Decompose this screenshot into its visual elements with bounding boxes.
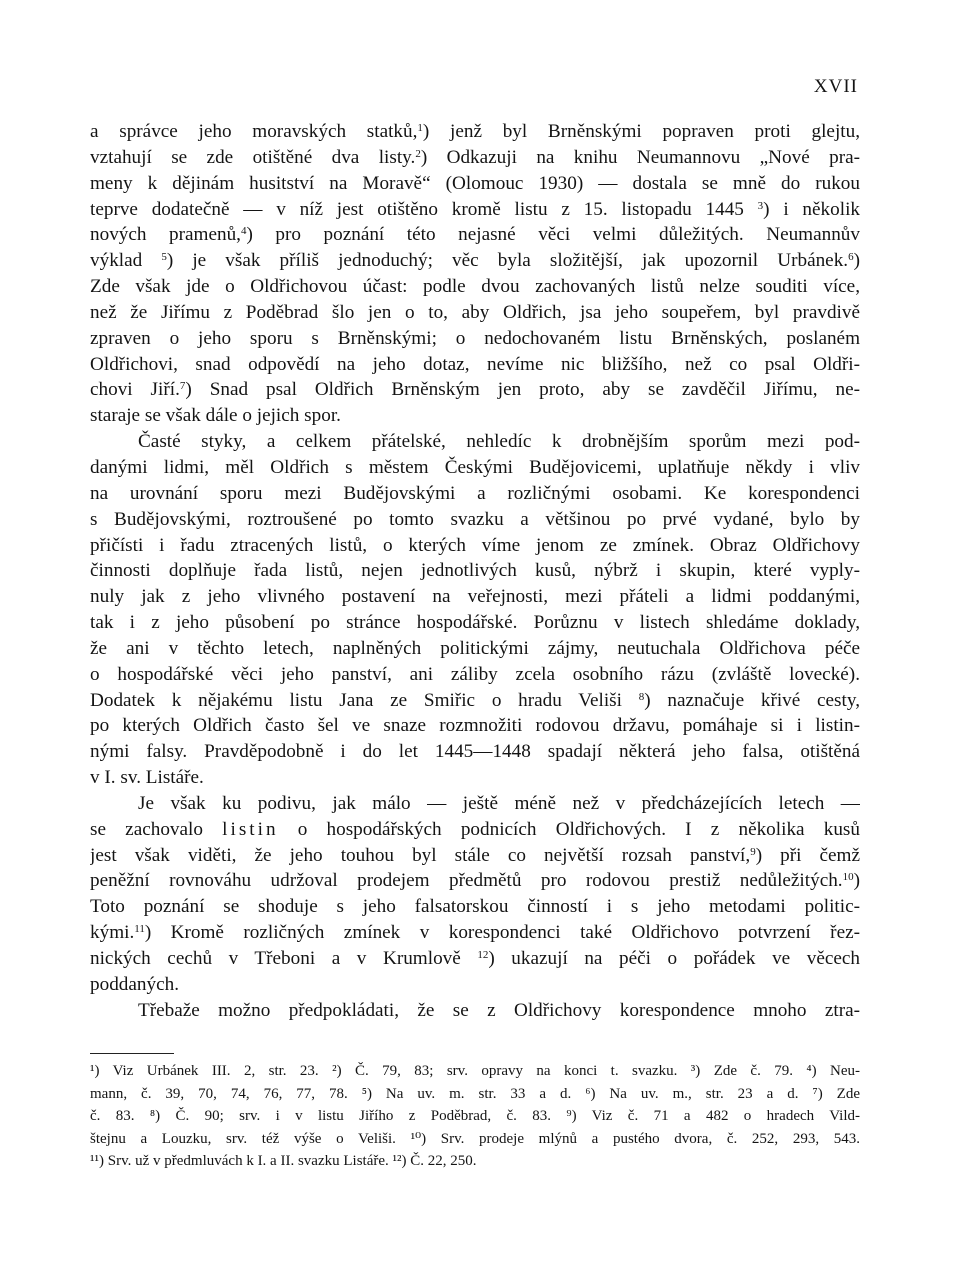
line-text: kými. bbox=[90, 922, 135, 944]
line-text: Dodatek k nějakému listu Jana ze Smiřic o hradu Veliši bbox=[90, 689, 639, 711]
body-line bbox=[90, 507, 860, 533]
body-line bbox=[90, 713, 860, 739]
footnotes bbox=[90, 1060, 860, 1173]
footnote-divider bbox=[90, 1053, 174, 1054]
footnote-ref: 5 bbox=[161, 251, 167, 264]
line-text: vztahují se zde otištěné dva listy. bbox=[90, 146, 416, 168]
footnote-ref: 11 bbox=[134, 923, 145, 936]
line-text-after: ) Kromě rozličných zmínek v korespondenci také Oldřichovo potvrzení řez- bbox=[144, 922, 860, 944]
line-text: přičísti i řadu ztracených listů, o kterých víme jenom ze zmínek. Obraz Oldřichovy bbox=[90, 534, 860, 556]
line-text-after: ) i několik bbox=[763, 198, 860, 220]
body-line bbox=[90, 403, 860, 429]
body-line bbox=[90, 352, 860, 378]
line-text: nými falsy. Pravděpodobně i do let 1445—1448 spadají některá jeho falsa, otištěná bbox=[90, 741, 860, 763]
body-line bbox=[90, 946, 860, 972]
line-text: výklad bbox=[90, 250, 162, 272]
body-line bbox=[90, 610, 860, 636]
body-line bbox=[90, 300, 860, 326]
line-text: peněžní rovnováhu udržoval prodejem předmětů pro rodovou prestiž nedůležitých. bbox=[90, 870, 843, 892]
line-text: Časté styky, a celkem přátelské, nehledíc k drobnějším sporům mezi pod- bbox=[138, 431, 860, 453]
line-text-after: ) naznačuje křivé cesty, bbox=[644, 689, 860, 711]
line-text: Třebaže možno předpokládati, že se z Oldřichovy korespondence mnoho ztra- bbox=[138, 999, 860, 1021]
footnote-line: č. 83. ⁸) Č. 90; srv. i v listu Jiřího z Poděbrad, č. 83. ⁹) Viz č. 71 a 482 o hradech Vild- bbox=[90, 1108, 860, 1125]
body-line bbox=[90, 920, 860, 946]
line-text: tak i z jeho působení po stránce hospodářské. Porůznu v listech shledáme doklady, bbox=[90, 612, 860, 634]
line-text: činnosti doplňuje řada listů, nejen jednotlivých kusů, nýbrž i skupin, které vyply- bbox=[90, 560, 860, 582]
line-text: na urovnání sporu mezi Budějovskými a rozličnými osobami. Ke korespondenci bbox=[90, 482, 860, 504]
line-text-after: ) je však příliš jednoduchý; věc byla složitější, jak upozornil Urbánek. bbox=[166, 250, 849, 272]
body-line bbox=[90, 972, 860, 998]
line-text: danými lidmi, měl Oldřich s městem Českými Budějovicemi, uplatňuje někdy i vliv bbox=[90, 456, 860, 478]
line-text-after: ) jenž byl Brněnskými popraven proti glejtu, bbox=[422, 121, 860, 142]
body-line bbox=[90, 326, 860, 352]
line-text: Toto poznání se shoduje s jeho falsatorskou činností i s jeho metodami politic- bbox=[90, 896, 860, 918]
body-line bbox=[90, 171, 860, 197]
line-text: teprve dodatečně — v níž jest otištěno kromě listu z 15. listopadu 1445 bbox=[90, 198, 758, 220]
footnote-ref: 3 bbox=[757, 199, 764, 212]
footnote-ref: 9 bbox=[750, 845, 756, 858]
spaced-word: listin bbox=[222, 818, 279, 840]
line-text: Je však ku podivu, jak málo — ještě méně než v předcházejících letech — bbox=[138, 792, 860, 814]
footnote-line: štejnu a Louzku, srv. též výše o Veliši. ¹⁰) Srv. prodeje mlýnů a pustého dvora, č. 252, 293, 543. bbox=[90, 1130, 860, 1147]
line-text-after: ) Snad psal Oldřich Brněnským jen proto, aby se zavděčil Jiřímu, ne- bbox=[185, 379, 860, 401]
body-line bbox=[90, 636, 860, 662]
body-line bbox=[90, 455, 860, 481]
footnote-line: ¹¹) Srv. už v předmluvách k I. a II. svazku Listáře. ¹²) Č. 22, 250. bbox=[90, 1153, 477, 1170]
body-line bbox=[90, 145, 860, 171]
footnote-ref: 4 bbox=[240, 225, 247, 238]
line-text: nických cechů v Třeboni a v Krumlově bbox=[90, 948, 478, 969]
footnote-ref: 2 bbox=[415, 147, 421, 160]
footnote-ref: 12 bbox=[477, 949, 489, 961]
body-line bbox=[90, 119, 860, 145]
body-line bbox=[90, 894, 860, 920]
line-text: že ani v těchto letech, naplněných politickými zájmy, neutuchala Oldřichova péče bbox=[90, 637, 860, 659]
footnote-line: mann, č. 39, 70, 74, 76, 77, 78. ⁵) Na uv. m. str. 33 a d. ⁶) Na uv. m., str. 23 a d. ⁷) Zde bbox=[90, 1085, 860, 1102]
line-text-after: ) bbox=[853, 870, 860, 892]
body-line bbox=[90, 248, 860, 274]
body-line bbox=[90, 481, 860, 507]
footnote-ref: 7 bbox=[179, 380, 186, 393]
footnote-ref: 8 bbox=[638, 690, 645, 703]
body-line bbox=[90, 739, 860, 765]
body-line bbox=[90, 868, 860, 894]
line-text: než že Jiřímu z Poděbrad šlo jen o to, aby Oldřich, jsa jeho soupeřem, byl pravdivě bbox=[90, 301, 860, 323]
body-line bbox=[90, 688, 860, 714]
line-text: meny k dějinám husitství na Moravě“ (Olomouc 1930) — dostala se mně do rukou bbox=[90, 172, 860, 194]
body-text bbox=[90, 119, 860, 1024]
footnote-ref: 10 bbox=[842, 871, 854, 884]
body-line bbox=[90, 843, 860, 869]
body-line bbox=[90, 197, 860, 223]
line-text: staraje se však dále o jejich spor. bbox=[90, 405, 341, 427]
line-text: nových pramenů, bbox=[90, 224, 241, 246]
footnote-ref: 1 bbox=[417, 122, 423, 134]
body-line bbox=[90, 998, 860, 1024]
body-line bbox=[90, 377, 860, 403]
line-text: chovi Jiří. bbox=[90, 379, 180, 401]
body-line bbox=[90, 662, 860, 688]
line-text: s Budějovskými, roztroušené po tomto svazku a většinou po prvé vydané, bylo by bbox=[90, 508, 860, 530]
line-text: o hospodářské věci jeho panství, ani záliby zcela osobního rázu (zvláště lovecké). bbox=[90, 663, 860, 685]
body-line bbox=[90, 558, 860, 584]
line-text: jest však viděti, že jeho touhou byl stále co největší rozsah panství, bbox=[90, 844, 751, 866]
line-text: Zde však jde o Oldřichovou účast: podle dvou zachovaných listů nelze souditi více, bbox=[90, 276, 860, 298]
line-text: po kterých Oldřich často šel ve snaze rozmnožiti rodovou državu, pomáhaje si i listin- bbox=[90, 715, 860, 737]
footnote-line: ¹) Viz Urbánek III. 2, str. 23. ²) Č. 79, 83; srv. opravy na konci t. svazku. ³) Zde č. 79. ⁴) Neu- bbox=[90, 1063, 860, 1079]
footnote-ref: 6 bbox=[848, 251, 854, 264]
line-text: a správce jeho moravských statků, bbox=[90, 121, 418, 142]
line-text-after: ) pro poznání této nejasné věci velmi důležitých. Neumannův bbox=[246, 224, 860, 246]
body-line bbox=[90, 584, 860, 610]
line-text-after: ) Odkazuji na knihu Neumannovu „Nové pra- bbox=[420, 146, 860, 168]
line-text: v I. sv. Listáře. bbox=[90, 767, 204, 789]
line-text: se zachovalo bbox=[90, 818, 223, 840]
line-text: Oldřichovi, snad odpovědí na jeho dotaz, nevíme nic bližšího, než co psal Oldři- bbox=[90, 353, 860, 375]
body-line bbox=[90, 429, 860, 455]
body-line bbox=[90, 791, 860, 817]
body-line bbox=[90, 222, 860, 248]
body-line bbox=[90, 817, 860, 843]
line-text-after: o hospodářských podnicích Oldřichových. I z několika kusů bbox=[278, 818, 860, 840]
line-text: nuly jak z jeho vlivného postavení na veřejnosti, mezi přáteli a lidmi poddanými, bbox=[90, 586, 860, 608]
line-text-after: ) při čemž bbox=[755, 844, 860, 866]
body-line bbox=[90, 533, 860, 559]
line-text-after: ) bbox=[853, 250, 860, 272]
body-line bbox=[90, 765, 860, 791]
page-number: XVII bbox=[813, 76, 858, 97]
line-text-after: ) ukazují na péči o pořádek ve věcech bbox=[488, 948, 860, 969]
body-line bbox=[90, 274, 860, 300]
line-text: zpraven o jeho sporu s Brněnskými; o nedochovaném listu Brněnských, poslaném bbox=[90, 327, 860, 349]
line-text: poddaných. bbox=[90, 973, 179, 995]
